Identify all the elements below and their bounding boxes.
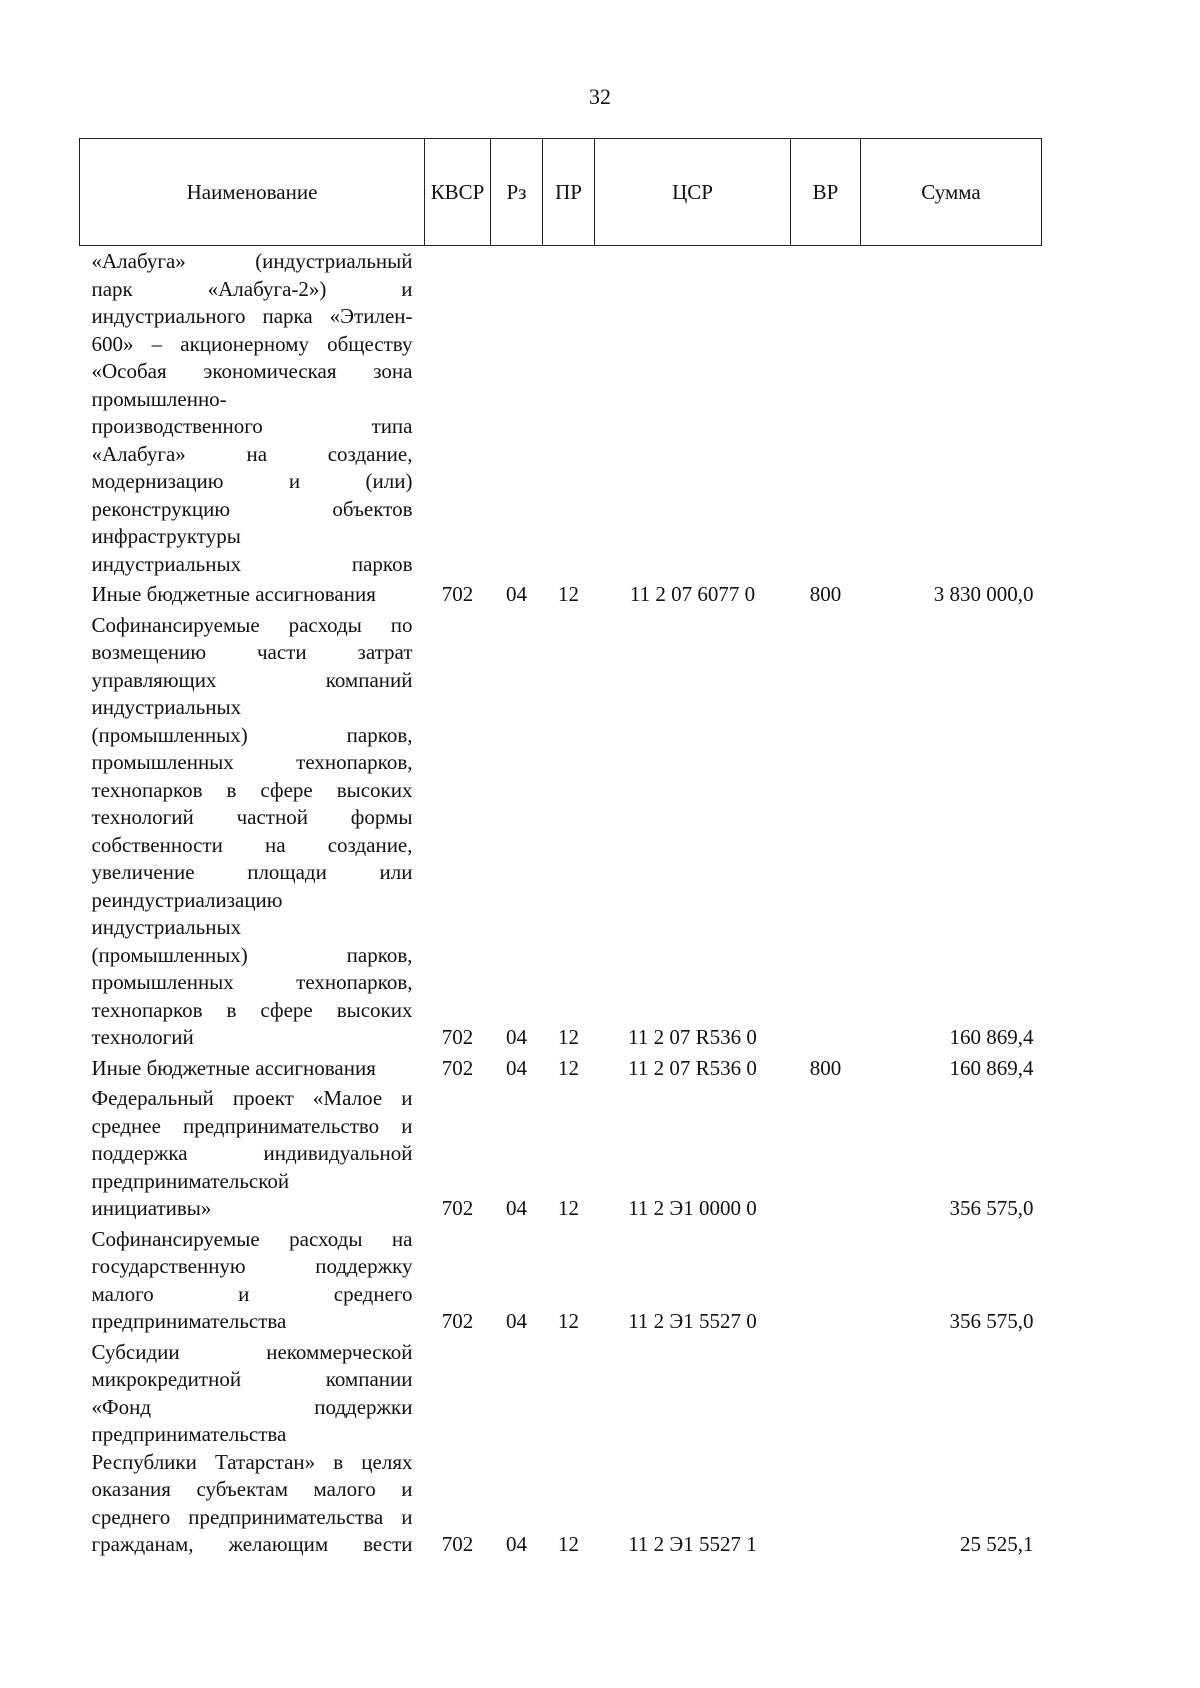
row-kvsr bbox=[425, 246, 491, 579]
row-name bbox=[80, 1223, 425, 1336]
row-name-line: Республики Татарстан» в целях bbox=[91, 1449, 413, 1474]
row-csr bbox=[595, 246, 791, 579]
row-name-line: индустриальных bbox=[91, 915, 242, 939]
row-pr: 12 bbox=[558, 1055, 579, 1080]
table-row bbox=[80, 1082, 1042, 1223]
row-rz: 04 bbox=[506, 1055, 527, 1080]
row-name-line: парк «Алабуга-2») и bbox=[91, 276, 413, 301]
row-name-line: Иные бюджетные ассигнования bbox=[91, 582, 376, 606]
row-name-line: промышленных технопарков, bbox=[91, 970, 413, 994]
row-pr: 12 bbox=[558, 582, 579, 606]
header-vr: ВР bbox=[791, 139, 861, 246]
row-name-line: среднего предпринимательства и bbox=[91, 1504, 413, 1529]
row-sum: 3 830 000,0 bbox=[933, 582, 1034, 606]
row-name-line: Иные бюджетные ассигнования bbox=[91, 1055, 376, 1080]
row-rz: 04 bbox=[506, 1025, 527, 1049]
row-name-line: индустриальных парков bbox=[91, 551, 413, 576]
row-kvsr: 702 bbox=[441, 1055, 474, 1080]
row-pr: 12 bbox=[558, 1025, 579, 1049]
row-name bbox=[80, 246, 425, 579]
row-name-line: предпринимательства bbox=[91, 1309, 287, 1333]
row-name-line: малого и среднего bbox=[91, 1281, 413, 1306]
row-name-line: производственного типа bbox=[91, 414, 413, 438]
row-name-line: инициативы» bbox=[91, 1196, 212, 1220]
row-name-line: поддержка индивидуальной bbox=[91, 1141, 413, 1165]
row-name-line: технологий частной формы bbox=[91, 805, 413, 829]
row-name-line: технопарков в сфере высоких bbox=[91, 777, 413, 802]
row-name-line: индустриального парка «Этилен- bbox=[91, 304, 413, 328]
row-vr bbox=[791, 609, 861, 1052]
row-sum bbox=[861, 246, 1042, 579]
row-rz: 04 bbox=[506, 582, 527, 606]
row-kvsr: 702 bbox=[441, 1196, 474, 1220]
row-rz: 04 bbox=[506, 1532, 527, 1556]
row-sum: 160 869,4 bbox=[949, 1025, 1034, 1049]
row-csr: 11 2 Э1 5527 1 bbox=[628, 1532, 757, 1556]
row-name-line: управляющих компаний bbox=[91, 667, 413, 692]
row-name-line: возмещению части затрат bbox=[91, 640, 413, 664]
row-name-line: реиндустриализацию bbox=[91, 887, 283, 912]
row-kvsr: 702 bbox=[441, 1025, 474, 1049]
row-name bbox=[80, 1082, 425, 1223]
row-name-line: увеличение площади или bbox=[91, 860, 413, 884]
row-name-line: индустриальных bbox=[91, 695, 242, 719]
row-vr: 800 bbox=[809, 1055, 842, 1080]
row-name bbox=[80, 1336, 425, 1559]
row-rz bbox=[491, 246, 543, 579]
row-name-line: промышленных технопарков, bbox=[91, 750, 413, 774]
row-name-line: гражданам, желающим вести bbox=[91, 1532, 413, 1556]
table-row bbox=[80, 1052, 1042, 1083]
row-pr: 12 bbox=[558, 1196, 579, 1220]
row-name bbox=[80, 1052, 425, 1083]
row-name bbox=[80, 609, 425, 1052]
header-sum: Сумма bbox=[861, 139, 1042, 246]
table-header-row bbox=[80, 139, 1042, 246]
row-pr: 12 bbox=[558, 1309, 579, 1333]
table-body bbox=[80, 246, 1042, 1559]
row-name-line: Субсидии некоммерческой bbox=[91, 1339, 413, 1364]
table-row bbox=[80, 609, 1042, 1052]
row-rz: 04 bbox=[506, 1196, 527, 1220]
row-name-line: технопарков в сфере высоких bbox=[91, 997, 413, 1022]
row-kvsr: 702 bbox=[441, 1532, 474, 1556]
row-csr: 11 2 Э1 5527 0 bbox=[628, 1309, 757, 1333]
row-vr: 800 bbox=[809, 582, 842, 606]
row-name-line: среднее предпринимательство и bbox=[91, 1113, 413, 1138]
row-name-line: предпринимательской bbox=[91, 1168, 290, 1193]
table-row bbox=[80, 1336, 1042, 1559]
table-row bbox=[80, 246, 1042, 579]
row-name-line: «Алабуга» (индустриальный bbox=[91, 249, 413, 273]
row-name-line: промышленно- bbox=[91, 386, 227, 411]
row-name-line: модернизацию и (или) bbox=[91, 469, 413, 493]
budget-table bbox=[79, 138, 1042, 1559]
header-rz: Рз bbox=[491, 139, 543, 246]
row-name-line: Софинансируемые расходы по bbox=[91, 612, 413, 637]
row-pr: 12 bbox=[558, 1532, 579, 1556]
row-sum: 160 869,4 bbox=[949, 1055, 1034, 1080]
row-vr bbox=[791, 246, 861, 579]
row-vr bbox=[791, 1223, 861, 1336]
row-sum: 356 575,0 bbox=[949, 1309, 1034, 1333]
row-name-line: «Фонд поддержки bbox=[91, 1394, 413, 1419]
header-pr: ПР bbox=[543, 139, 595, 246]
row-vr bbox=[791, 1336, 861, 1559]
row-name-line: инфраструктуры bbox=[91, 524, 241, 548]
row-name-line: Софинансируемые расходы на bbox=[91, 1226, 413, 1251]
row-name-line: Федеральный проект «Малое и bbox=[91, 1086, 413, 1110]
row-csr: 11 2 07 6077 0 bbox=[629, 582, 756, 606]
row-rz: 04 bbox=[506, 1309, 527, 1333]
row-name-line: (промышленных) парков, bbox=[91, 722, 413, 747]
row-csr: 11 2 07 R536 0 bbox=[628, 1025, 757, 1049]
row-sum: 356 575,0 bbox=[949, 1196, 1034, 1220]
row-name-line: оказания субъектам малого и bbox=[91, 1477, 413, 1501]
row-name-line: технологий bbox=[91, 1025, 194, 1049]
header-kvsr: КВСР bbox=[425, 139, 491, 246]
row-name-line: «Особая экономическая зона bbox=[91, 359, 413, 383]
row-vr bbox=[791, 1082, 861, 1223]
row-csr: 11 2 Э1 0000 0 bbox=[628, 1196, 757, 1220]
row-name-line: предпринимательства bbox=[91, 1422, 287, 1446]
row-name-line: (промышленных) парков, bbox=[91, 942, 413, 967]
row-name-line: собственности на создание, bbox=[91, 832, 413, 857]
row-sum: 25 525,1 bbox=[960, 1532, 1034, 1556]
row-kvsr: 702 bbox=[441, 582, 474, 606]
row-kvsr: 702 bbox=[441, 1309, 474, 1333]
row-name bbox=[80, 578, 425, 609]
row-name-line: «Алабуга» на создание, bbox=[91, 441, 413, 466]
header-csr: ЦСР bbox=[595, 139, 791, 246]
row-csr: 11 2 07 R536 0 bbox=[628, 1055, 757, 1080]
header-name: Наименование bbox=[80, 139, 425, 246]
row-name-line: 600» – акционерному обществу bbox=[91, 331, 413, 356]
table-row bbox=[80, 1223, 1042, 1336]
row-name-line: реконструкцию объектов bbox=[91, 496, 413, 521]
row-name-line: государственную поддержку bbox=[91, 1254, 413, 1278]
page-number: 32 bbox=[589, 84, 611, 109]
table-row bbox=[80, 578, 1042, 609]
row-pr bbox=[543, 246, 595, 579]
row-name-line: микрокредитной компании bbox=[91, 1367, 413, 1391]
